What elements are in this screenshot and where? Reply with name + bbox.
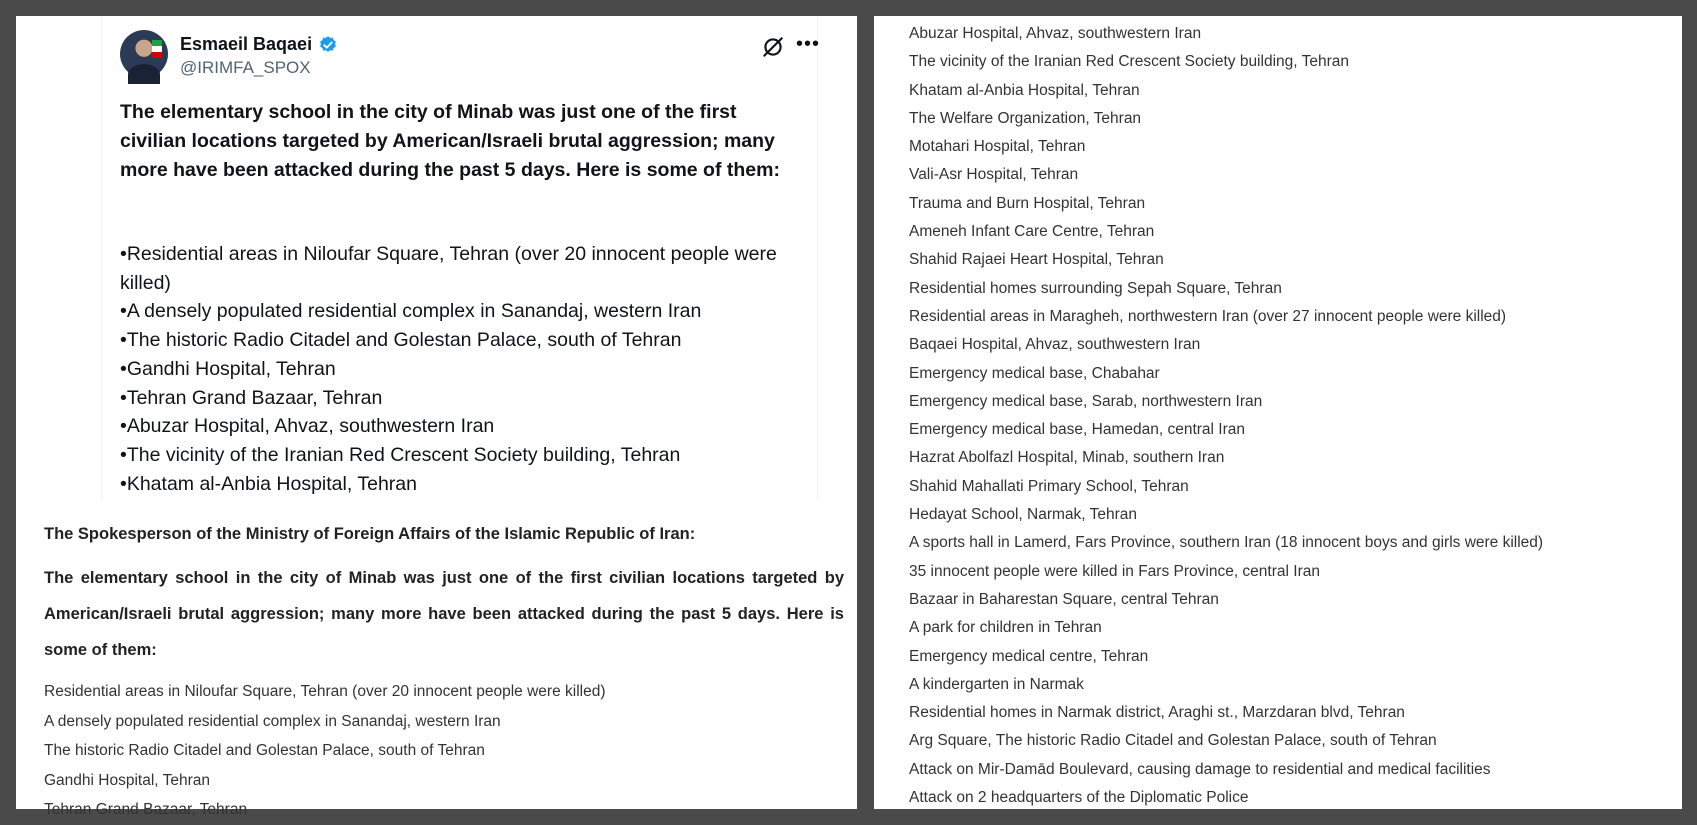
list-item: Emergency medical base, Sarab, northwestern Iran [909, 392, 1263, 410]
list-item: Abuzar Hospital, Ahvaz, southwestern Iran [909, 25, 1202, 42]
list-item: Ameneh Infant Care Centre, Tehran [909, 223, 1155, 241]
list-item: Emergency medical centre, Tehran [909, 647, 1149, 665]
tweet-card[interactable] [101, 16, 818, 500]
list-item: Residential homes surrounding Sepah Square, Tehran [909, 279, 1282, 297]
verified-badge-icon [318, 35, 338, 55]
tweet-list-item: • Tehran Grand Bazaar, Tehran [120, 384, 810, 413]
tweet-list-item: • A densely populated residential complex in Sanandaj, western Iran [120, 297, 810, 326]
locations-list [909, 20, 1543, 812]
list-item: The Welfare Organization, Tehran [909, 109, 1142, 127]
left-panel [16, 16, 857, 818]
tweet-list-item: • Abuzar Hospital, Ahvaz, southwestern Iran [120, 412, 810, 441]
list-item: A park for children in Tehran [909, 619, 1102, 637]
list-item: A sports hall in Lamerd, Fars Province, southern Iran (18 innocent boys and girls were killed) [909, 534, 1544, 552]
list-item: Emergency medical base, Hamedan, central Iran [909, 421, 1245, 439]
tweet-list-item: • Gandhi Hospital, Tehran [120, 355, 810, 384]
more-options-icon[interactable]: ••• [795, 33, 820, 55]
author-name-row[interactable] [180, 34, 338, 55]
list-item: Arg Square, The historic Radio Citadel and Golestan Palace, south of Tehran [909, 732, 1437, 750]
avatar[interactable] [120, 30, 168, 78]
list-item: The historic Radio Citadel and Golestan Palace, south of Tehran [44, 742, 485, 759]
list-item: Hazrat Abolfazl Hospital, Minab, southern Iran [909, 449, 1225, 467]
list-item: Attack on 2 headquarters of the Diplomatic Police [909, 789, 1249, 807]
list-item: 35 innocent people were killed in Fars Province, central Iran [909, 562, 1320, 580]
article-heading: The Spokesperson of the Ministry of Foreign Affairs of the Islamic Republic of Iran: [44, 525, 696, 543]
list-item: Trauma and Burn Hospital, Tehran [909, 194, 1146, 212]
list-item: A kindergarten in Narmak [909, 675, 1084, 693]
tweet-list-item: • The historic Radio Citadel and Golestan Palace, south of Tehran [120, 326, 810, 355]
author-handle[interactable]: @IRIMFA_SPOX [180, 58, 311, 77]
list-item: Shahid Rajaei Heart Hospital, Tehran [909, 251, 1164, 269]
list-item: Khatam al-Anbia Hospital, Tehran [909, 81, 1140, 99]
list-item: Attack on Mir-Damād Boulevard, causing damage to residential and medical facilities [909, 760, 1491, 778]
tweet-list-item: • Residential areas in Niloufar Square, Tehran (over 20 innocent people were killed) [120, 240, 810, 297]
article-list [44, 677, 605, 825]
list-item: Hedayat School, Narmak, Tehran [909, 506, 1138, 524]
list-item: Shahid Mahallati Primary School, Tehran [909, 477, 1189, 495]
list-item: Bazaar in Baharestan Square, central Tehran [909, 590, 1219, 608]
list-item: Vali-Asr Hospital, Tehran [909, 166, 1079, 184]
list-item: Residential homes in Narmak district, Araghi st., Marzdaran blvd, Tehran [909, 704, 1405, 722]
author-name[interactable]: Esmaeil Baqaei [180, 34, 313, 54]
list-item: Tehran Grand Bazaar, Tehran [44, 801, 248, 818]
list-item: A densely populated residential complex in Sanandaj, western Iran [44, 712, 501, 730]
grok-icon[interactable] [760, 34, 786, 60]
list-item: The vicinity of the Iranian Red Crescent Society building, Tehran [909, 53, 1349, 71]
tweet-list-item: • Khatam al-Anbia Hospital, Tehran [120, 470, 810, 499]
flag-icon [152, 40, 162, 58]
tweet-list [120, 240, 810, 498]
avatar-figure [128, 64, 160, 84]
list-item: Residential areas in Maragheh, northwestern Iran (over 27 innocent people were killed) [909, 307, 1507, 325]
tweet-text: The elementary school in the city of Minab was just one of the first civilian locations targeted by American/Israeli brutal aggression; many more have been attacked during the past 5 days. Here is some of them: [120, 101, 780, 181]
list-item: Residential areas in Niloufar Square, Tehran (over 20 innocent people were killed) [44, 683, 606, 700]
right-panel [874, 16, 1682, 809]
list-item: Baqaei Hospital, Ahvaz, southwestern Iran [909, 336, 1201, 354]
list-item: Gandhi Hospital, Tehran [44, 771, 211, 789]
list-item: Motahari Hospital, Tehran [909, 138, 1086, 156]
tweet-list-item: • The vicinity of the Iranian Red Crescent Society building, Tehran [120, 441, 810, 470]
list-item: Emergency medical base, Chabahar [909, 364, 1160, 382]
article-paragraph: The elementary school in the city of Minab was just one of the first civilian locations targeted by American/Israeli brutal aggression; many more have been attacked during the past 5 days. Here is some of them: [44, 569, 844, 659]
